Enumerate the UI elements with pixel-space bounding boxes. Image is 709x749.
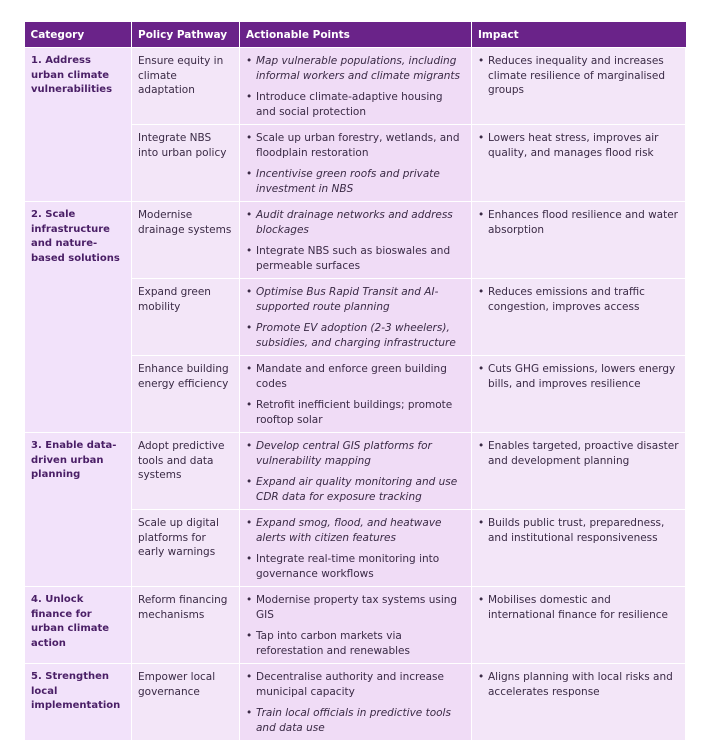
impact-text: Enhances flood resilience and water absorption: [488, 209, 678, 236]
actionable-point: [246, 552, 465, 581]
impact-cell: [472, 664, 686, 741]
actionable-point: [246, 90, 465, 119]
actionable-point-text: Expand smog, flood, and heatwave alerts with citizen features: [256, 517, 442, 544]
table-row: [25, 587, 686, 664]
impact-cell: [472, 202, 686, 279]
actionable-point: [246, 439, 465, 468]
actionable-point: [246, 475, 465, 504]
impact-cell: [472, 587, 686, 664]
actionable-point-text: Decentralise authority and increase municipal capacity: [256, 671, 444, 698]
actionable-point-text: Mandate and enforce green building codes: [256, 363, 447, 390]
actionable-point: [246, 706, 465, 735]
table-row: [25, 433, 686, 510]
actionable-point: [246, 54, 465, 83]
policy-pathway-cell: Enhance building energy efficiency: [132, 356, 240, 433]
impact-list: [478, 439, 679, 468]
actionable-point-text: Develop central GIS platforms for vulnerability mapping: [256, 440, 432, 467]
impact-item: [478, 670, 679, 699]
actionable-point-text: Incentivise green roofs and private investment in NBS: [256, 168, 440, 195]
policy-table-container: [24, 22, 685, 741]
impact-list: [478, 285, 679, 314]
impact-item: [478, 362, 679, 391]
category-cell: 5. Strengthen local implementation: [25, 664, 132, 741]
actionable-point-text: Train local officials in predictive tools and data use: [256, 707, 451, 734]
actionable-points-list: [246, 362, 465, 427]
impact-item: [478, 593, 679, 622]
policy-pathway-cell: Scale up digital platforms for early warnings: [132, 510, 240, 587]
header-impact: Impact: [472, 22, 686, 48]
impact-item: [478, 131, 679, 160]
impact-item: [478, 439, 679, 468]
actionable-point: [246, 208, 465, 237]
table-row: [25, 664, 686, 741]
actionable-points-cell: [240, 125, 472, 202]
actionable-points-list: [246, 208, 465, 273]
actionable-points-list: [246, 670, 465, 735]
impact-item: [478, 285, 679, 314]
category-cell: 1. Address urban climate vulnerabilities: [25, 48, 132, 202]
header-policy-pathway: Policy Pathway: [132, 22, 240, 48]
actionable-points-cell: [240, 510, 472, 587]
actionable-point-text: Promote EV adoption (2-3 wheelers), subsidies, and charging infrastructure: [256, 322, 456, 349]
impact-text: Builds public trust, preparedness, and institutional responsiveness: [488, 517, 665, 544]
actionable-points-list: [246, 285, 465, 350]
impact-text: Aligns planning with local risks and accelerates response: [488, 671, 673, 698]
impact-cell: [472, 433, 686, 510]
impact-text: Enables targeted, proactive disaster and development planning: [488, 440, 679, 467]
actionable-points-list: [246, 131, 465, 196]
actionable-point-text: Optimise Bus Rapid Transit and AI-supported route planning: [256, 286, 439, 313]
actionable-point-text: Integrate real-time monitoring into governance workflows: [256, 553, 440, 580]
impact-list: [478, 593, 679, 622]
impact-text: Mobilises domestic and international finance for resilience: [488, 594, 668, 621]
actionable-points-cell: [240, 48, 472, 125]
category-cell: 2. Scale infrastructure and nature-based solutions: [25, 202, 132, 433]
actionable-point: [246, 362, 465, 391]
impact-list: [478, 362, 679, 391]
actionable-point-text: Integrate NBS such as bioswales and permeable surfaces: [256, 245, 451, 272]
actionable-point-text: Audit drainage networks and address blockages: [256, 209, 453, 236]
actionable-points-cell: [240, 279, 472, 356]
actionable-point: [246, 321, 465, 350]
actionable-point: [246, 629, 465, 658]
impact-cell: [472, 356, 686, 433]
impact-text: Reduces emissions and traffic congestion, improves access: [488, 286, 645, 313]
policy-pathway-cell: Modernise drainage systems: [132, 202, 240, 279]
policy-pathway-cell: Expand green mobility: [132, 279, 240, 356]
impact-list: [478, 208, 679, 237]
table-row: [25, 202, 686, 279]
impact-item: [478, 54, 679, 98]
actionable-point: [246, 167, 465, 196]
actionable-points-list: [246, 54, 465, 119]
header-category: Category: [25, 22, 132, 48]
actionable-point-text: Retrofit inefficient buildings; promote rooftop solar: [256, 399, 453, 426]
policy-pathway-cell: Reform financing mechanisms: [132, 587, 240, 664]
impact-cell: [472, 510, 686, 587]
policy-pathway-cell: Adopt predictive tools and data systems: [132, 433, 240, 510]
actionable-points-cell: [240, 356, 472, 433]
table-body: [25, 48, 686, 741]
actionable-points-cell: [240, 587, 472, 664]
actionable-points-list: [246, 439, 465, 504]
category-cell: 4. Unlock finance for urban climate action: [25, 587, 132, 664]
policy-pathway-cell: Ensure equity in climate adaptation: [132, 48, 240, 125]
actionable-point-text: Tap into carbon markets via reforestation and renewables: [256, 630, 410, 657]
actionable-point-text: Introduce climate-adaptive housing and social protection: [256, 91, 443, 118]
actionable-point: [246, 285, 465, 314]
policy-pathway-cell: Integrate NBS into urban policy: [132, 125, 240, 202]
actionable-point: [246, 398, 465, 427]
table-row: [25, 48, 686, 125]
actionable-points-list: [246, 516, 465, 581]
impact-text: Cuts GHG emissions, lowers energy bills, and improves resilience: [488, 363, 676, 390]
policy-pathway-cell: Empower local governance: [132, 664, 240, 741]
actionable-point-text: Modernise property tax systems using GIS: [256, 594, 458, 621]
actionable-point: [246, 593, 465, 622]
impact-cell: [472, 125, 686, 202]
impact-list: [478, 54, 679, 98]
table-header-row: [25, 22, 686, 48]
actionable-point: [246, 131, 465, 160]
actionable-point: [246, 516, 465, 545]
impact-item: [478, 208, 679, 237]
actionable-point-text: Scale up urban forestry, wetlands, and floodplain restoration: [256, 132, 460, 159]
impact-cell: [472, 279, 686, 356]
actionable-point-text: Expand air quality monitoring and use CDR data for exposure tracking: [256, 476, 458, 503]
actionable-points-list: [246, 593, 465, 658]
actionable-point: [246, 244, 465, 273]
policy-table: [24, 22, 686, 741]
actionable-points-cell: [240, 433, 472, 510]
impact-list: [478, 670, 679, 699]
impact-list: [478, 131, 679, 160]
actionable-point-text: Map vulnerable populations, including informal workers and climate migrants: [256, 55, 461, 82]
impact-text: Lowers heat stress, improves air quality, and manages flood risk: [488, 132, 659, 159]
impact-item: [478, 516, 679, 545]
actionable-points-cell: [240, 202, 472, 279]
actionable-point: [246, 670, 465, 699]
impact-text: Reduces inequality and increases climate resilience of marginalised groups: [488, 55, 665, 96]
category-cell: 3. Enable data-driven urban planning: [25, 433, 132, 587]
impact-cell: [472, 48, 686, 125]
impact-list: [478, 516, 679, 545]
header-actionable-points: Actionable Points: [240, 22, 472, 48]
actionable-points-cell: [240, 664, 472, 741]
